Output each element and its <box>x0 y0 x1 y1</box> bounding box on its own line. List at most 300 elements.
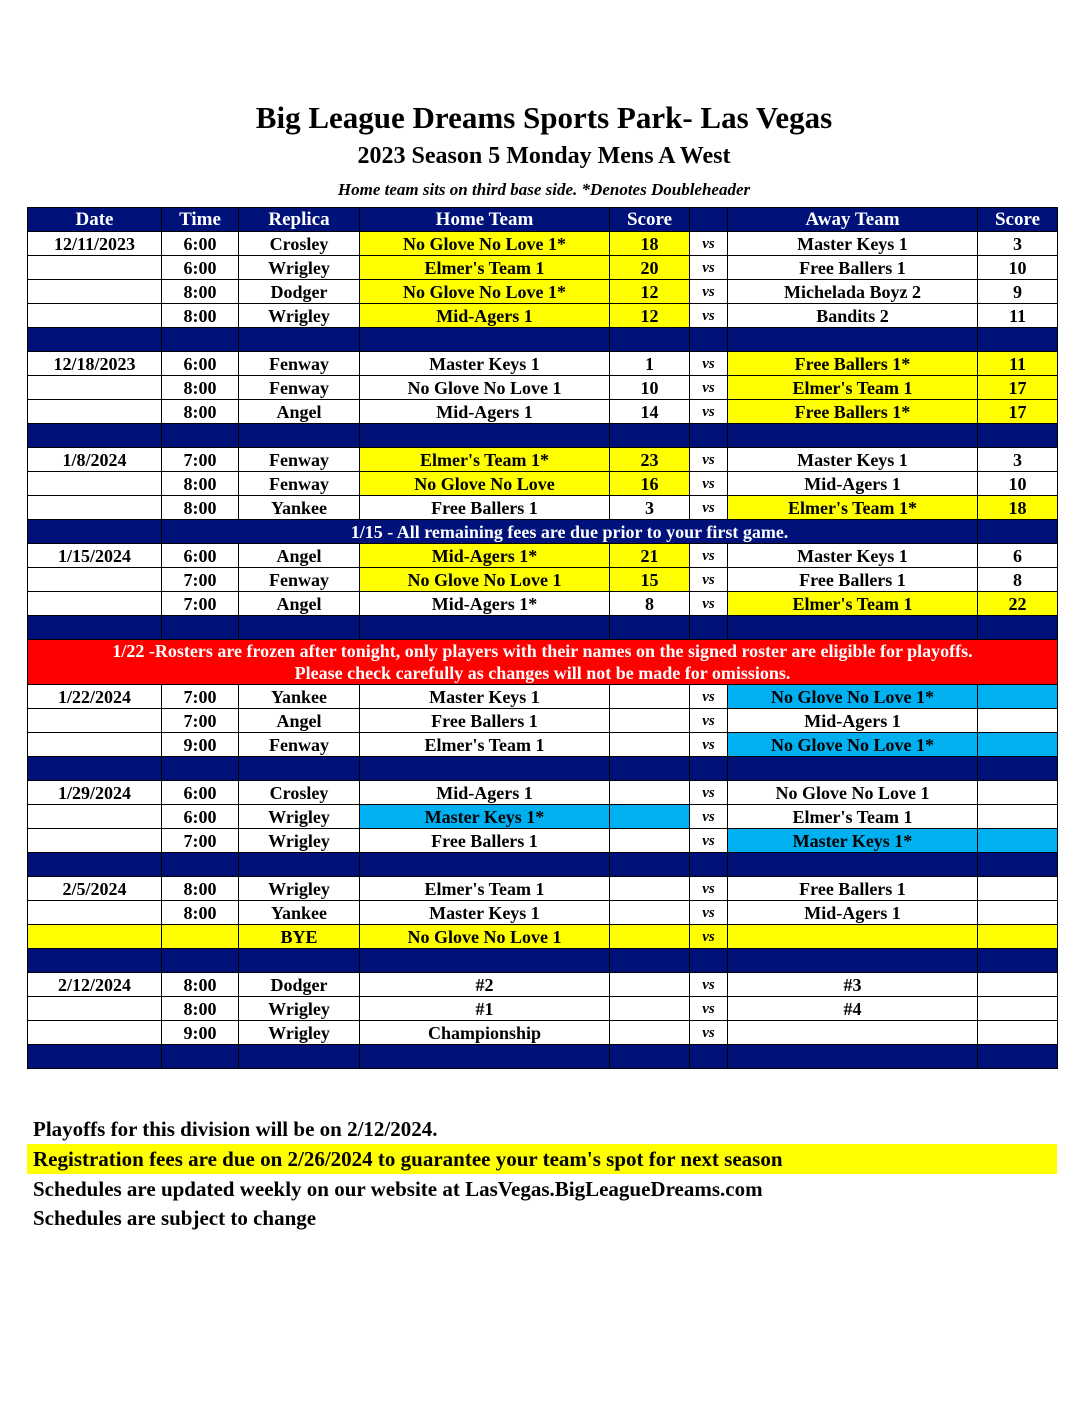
separator-row <box>28 757 1058 781</box>
vs-label: vs <box>690 733 728 757</box>
schedule-note: Home team sits on third base side. *Denotes Doubleheader <box>337 180 751 199</box>
separator-row <box>28 424 1058 448</box>
game-replica: Fenway <box>239 568 360 592</box>
vs-label: vs <box>690 304 728 328</box>
separator-cell <box>360 1045 610 1069</box>
col-home-score: Score <box>610 208 690 232</box>
game-row <box>28 592 1058 616</box>
separator-cell <box>610 1045 690 1069</box>
separator-cell <box>610 424 690 448</box>
vs-label: vs <box>690 232 728 256</box>
game-time: 7:00 <box>162 685 239 709</box>
game-row <box>28 829 1058 853</box>
vs-label: vs <box>690 925 728 949</box>
game-replica: Wrigley <box>239 256 360 280</box>
game-time: 8:00 <box>162 472 239 496</box>
game-date: 1/29/2024 <box>28 781 162 805</box>
away-score <box>978 829 1058 853</box>
away-score <box>978 901 1058 925</box>
separator-cell <box>610 616 690 640</box>
away-team: Elmer's Team 1 <box>728 376 978 400</box>
home-team: Elmer's Team 1 <box>360 256 610 280</box>
footer-playoffs: Playoffs for this division will be on 2/12/2024. <box>33 1117 438 1141</box>
away-score <box>978 805 1058 829</box>
away-score <box>978 973 1058 997</box>
game-time: 8:00 <box>162 496 239 520</box>
away-team: Michelada Boyz 2 <box>728 280 978 304</box>
separator-cell <box>360 424 610 448</box>
game-time: 6:00 <box>162 256 239 280</box>
vs-label: vs <box>690 901 728 925</box>
home-team: Mid-Agers 1 <box>360 304 610 328</box>
away-team: Elmer's Team 1* <box>728 496 978 520</box>
separator-cell <box>239 616 360 640</box>
footer-disclaimer: Schedules are subject to change <box>33 1206 317 1230</box>
separator-cell <box>28 949 162 973</box>
game-date <box>28 829 162 853</box>
bye-row <box>28 925 1058 949</box>
vs-label: vs <box>690 973 728 997</box>
game-time <box>162 925 239 949</box>
vs-label: vs <box>690 376 728 400</box>
away-score: 8 <box>978 568 1058 592</box>
away-score: 17 <box>978 400 1058 424</box>
game-row <box>28 805 1058 829</box>
away-team: Free Ballers 1 <box>728 877 978 901</box>
game-replica: Yankee <box>239 496 360 520</box>
col-home-team: Home Team <box>360 208 610 232</box>
separator-row <box>28 949 1058 973</box>
separator-cell <box>162 328 239 352</box>
game-row <box>28 256 1058 280</box>
home-team: Mid-Agers 1 <box>360 781 610 805</box>
game-date: 1/22/2024 <box>28 685 162 709</box>
game-row <box>28 973 1058 997</box>
separator-cell <box>690 616 728 640</box>
game-date <box>28 304 162 328</box>
game-row <box>28 376 1058 400</box>
game-replica: Yankee <box>239 685 360 709</box>
game-time: 7:00 <box>162 592 239 616</box>
game-row <box>28 448 1058 472</box>
away-team: Free Ballers 1* <box>728 400 978 424</box>
home-score: 1 <box>610 352 690 376</box>
away-score: 11 <box>978 352 1058 376</box>
game-row <box>28 901 1058 925</box>
home-team: Master Keys 1* <box>360 805 610 829</box>
vs-label: vs <box>690 685 728 709</box>
game-row <box>28 877 1058 901</box>
home-score: 21 <box>610 544 690 568</box>
away-score <box>978 997 1058 1021</box>
vs-label: vs <box>690 544 728 568</box>
game-time: 8:00 <box>162 376 239 400</box>
home-score <box>610 829 690 853</box>
game-replica: Wrigley <box>239 805 360 829</box>
home-score: 12 <box>610 304 690 328</box>
separator-cell <box>239 949 360 973</box>
vs-label: vs <box>690 568 728 592</box>
separator-cell <box>28 1045 162 1069</box>
separator-cell <box>162 424 239 448</box>
separator-cell <box>690 1045 728 1069</box>
game-date <box>28 496 162 520</box>
vs-label: vs <box>690 805 728 829</box>
away-team: Bandits 2 <box>728 304 978 328</box>
game-row <box>28 304 1058 328</box>
game-date <box>28 901 162 925</box>
home-team: No Glove No Love 1 <box>360 376 610 400</box>
home-team: No Glove No Love 1* <box>360 280 610 304</box>
game-date: 1/8/2024 <box>28 448 162 472</box>
game-time: 7:00 <box>162 568 239 592</box>
home-team: Championship <box>360 1021 610 1045</box>
separator-cell <box>610 328 690 352</box>
away-score: 6 <box>978 544 1058 568</box>
separator-cell <box>239 757 360 781</box>
separator-cell <box>690 757 728 781</box>
separator-cell <box>239 424 360 448</box>
game-row <box>28 496 1058 520</box>
separator-row <box>28 328 1058 352</box>
game-replica: Dodger <box>239 973 360 997</box>
game-replica: Yankee <box>239 901 360 925</box>
home-team: #2 <box>360 973 610 997</box>
game-replica: BYE <box>239 925 360 949</box>
home-score: 3 <box>610 496 690 520</box>
game-date <box>28 568 162 592</box>
home-score <box>610 877 690 901</box>
vs-label: vs <box>690 472 728 496</box>
vs-label: vs <box>690 448 728 472</box>
away-team: Elmer's Team 1 <box>728 592 978 616</box>
home-score: 16 <box>610 472 690 496</box>
page-subtitle: 2023 Season 5 Monday Mens A West <box>357 143 731 169</box>
footer-registration: Registration fees are due on 2/26/2024 to guarantee your team's spot for next season <box>27 1144 1057 1174</box>
game-row <box>28 733 1058 757</box>
footer-website: Schedules are updated weekly on our website at LasVegas.BigLeagueDreams.com <box>33 1177 763 1201</box>
away-team: Mid-Agers 1 <box>728 901 978 925</box>
separator-cell <box>978 424 1058 448</box>
col-away-score: Score <box>978 208 1058 232</box>
game-replica: Fenway <box>239 733 360 757</box>
away-score: 10 <box>978 472 1058 496</box>
game-row <box>28 685 1058 709</box>
game-replica: Fenway <box>239 448 360 472</box>
home-team: Mid-Agers 1 <box>360 400 610 424</box>
game-time: 9:00 <box>162 733 239 757</box>
roster-alert-line2: Please check carefully as changes will not be made for omissions. <box>294 663 791 683</box>
home-team: #1 <box>360 997 610 1021</box>
home-score <box>610 733 690 757</box>
col-replica: Replica <box>239 208 360 232</box>
home-score <box>610 997 690 1021</box>
separator-cell <box>978 1045 1058 1069</box>
home-score <box>610 685 690 709</box>
game-date <box>28 376 162 400</box>
away-score <box>978 685 1058 709</box>
game-row <box>28 232 1058 256</box>
home-team: Elmer's Team 1 <box>360 733 610 757</box>
separator-cell <box>360 853 610 877</box>
away-score <box>978 925 1058 949</box>
vs-label: vs <box>690 829 728 853</box>
home-score: 14 <box>610 400 690 424</box>
vs-label: vs <box>690 280 728 304</box>
home-team: Elmer's Team 1* <box>360 448 610 472</box>
game-row <box>28 472 1058 496</box>
page-title: Big League Dreams Sports Park- Las Vegas <box>255 100 833 135</box>
home-team: Elmer's Team 1 <box>360 877 610 901</box>
game-date <box>28 592 162 616</box>
separator-cell <box>978 616 1058 640</box>
home-score <box>610 709 690 733</box>
away-score: 3 <box>978 232 1058 256</box>
game-date <box>28 733 162 757</box>
game-time: 6:00 <box>162 781 239 805</box>
vs-label: vs <box>690 592 728 616</box>
game-time: 7:00 <box>162 448 239 472</box>
game-date: 2/5/2024 <box>28 877 162 901</box>
vs-label: vs <box>690 256 728 280</box>
separator-cell <box>610 949 690 973</box>
separator-row <box>28 853 1058 877</box>
game-time: 8:00 <box>162 400 239 424</box>
separator-cell <box>360 616 610 640</box>
game-date <box>28 280 162 304</box>
home-team: Free Ballers 1 <box>360 709 610 733</box>
separator-cell <box>239 328 360 352</box>
col-time: Time <box>162 208 239 232</box>
game-time: 6:00 <box>162 352 239 376</box>
game-row <box>28 1021 1058 1045</box>
away-team: Master Keys 1 <box>728 232 978 256</box>
game-replica: Angel <box>239 709 360 733</box>
vs-label: vs <box>690 1021 728 1045</box>
away-team: Master Keys 1 <box>728 448 978 472</box>
away-score <box>978 733 1058 757</box>
away-score <box>978 877 1058 901</box>
game-time: 8:00 <box>162 304 239 328</box>
game-date <box>28 805 162 829</box>
game-row <box>28 544 1058 568</box>
away-score: 11 <box>978 304 1058 328</box>
away-score <box>978 1021 1058 1045</box>
home-team: Mid-Agers 1* <box>360 544 610 568</box>
separator-cell <box>28 424 162 448</box>
game-replica: Angel <box>239 544 360 568</box>
vs-label: vs <box>690 781 728 805</box>
away-team: Elmer's Team 1 <box>728 805 978 829</box>
game-date <box>28 925 162 949</box>
vs-label: vs <box>690 400 728 424</box>
separator-cell <box>690 949 728 973</box>
game-row <box>28 352 1058 376</box>
separator-cell <box>239 853 360 877</box>
game-replica: Dodger <box>239 280 360 304</box>
game-time: 8:00 <box>162 877 239 901</box>
vs-label: vs <box>690 709 728 733</box>
home-score <box>610 901 690 925</box>
away-score <box>978 781 1058 805</box>
game-time: 7:00 <box>162 829 239 853</box>
away-team: Master Keys 1* <box>728 829 978 853</box>
game-time: 7:00 <box>162 709 239 733</box>
separator-cell <box>728 328 978 352</box>
col-vs <box>690 208 728 232</box>
away-score: 17 <box>978 376 1058 400</box>
home-team: No Glove No Love 1* <box>360 232 610 256</box>
away-score: 18 <box>978 496 1058 520</box>
game-date: 2/12/2024 <box>28 973 162 997</box>
separator-cell <box>728 1045 978 1069</box>
home-team: No Glove No Love 1 <box>360 925 610 949</box>
col-date: Date <box>28 208 162 232</box>
game-time: 6:00 <box>162 232 239 256</box>
away-score: 22 <box>978 592 1058 616</box>
away-team: Free Ballers 1 <box>728 256 978 280</box>
home-score: 18 <box>610 232 690 256</box>
away-team <box>728 1021 978 1045</box>
home-team: Mid-Agers 1* <box>360 592 610 616</box>
home-score <box>610 973 690 997</box>
home-score <box>610 925 690 949</box>
game-row <box>28 568 1058 592</box>
game-replica: Crosley <box>239 781 360 805</box>
home-team: Free Ballers 1 <box>360 829 610 853</box>
separator-cell <box>978 853 1058 877</box>
roster-alert-line1: 1/22 -Rosters are frozen after tonight, only players with their names on the signed roster are eligible for playoffs. <box>112 641 973 661</box>
game-date: 1/15/2024 <box>28 544 162 568</box>
notice-row <box>28 520 1058 544</box>
home-team: Master Keys 1 <box>360 352 610 376</box>
vs-label: vs <box>690 877 728 901</box>
away-score: 10 <box>978 256 1058 280</box>
roster-alert <box>28 640 1058 685</box>
home-team: Free Ballers 1 <box>360 496 610 520</box>
game-time: 6:00 <box>162 544 239 568</box>
separator-cell <box>28 853 162 877</box>
game-replica: Fenway <box>239 472 360 496</box>
home-score <box>610 805 690 829</box>
away-team: No Glove No Love 1 <box>728 781 978 805</box>
separator-cell <box>690 424 728 448</box>
vs-label: vs <box>690 352 728 376</box>
away-team: No Glove No Love 1* <box>728 685 978 709</box>
schedule-table <box>27 207 1058 1069</box>
notice-text: 1/15 - All remaining fees are due prior to your first game. <box>162 520 978 544</box>
game-replica: Fenway <box>239 352 360 376</box>
separator-cell <box>978 328 1058 352</box>
game-date: 12/11/2023 <box>28 232 162 256</box>
home-team: No Glove No Love 1 <box>360 568 610 592</box>
separator-cell <box>162 853 239 877</box>
game-row <box>28 400 1058 424</box>
separator-cell <box>610 757 690 781</box>
game-row <box>28 781 1058 805</box>
separator-cell <box>28 328 162 352</box>
game-row <box>28 709 1058 733</box>
separator-cell <box>162 616 239 640</box>
home-score: 10 <box>610 376 690 400</box>
away-team: Mid-Agers 1 <box>728 709 978 733</box>
notice-spacer-cell <box>978 520 1058 544</box>
away-score <box>978 709 1058 733</box>
separator-cell <box>162 1045 239 1069</box>
away-team: Mid-Agers 1 <box>728 472 978 496</box>
home-score: 20 <box>610 256 690 280</box>
away-team: #4 <box>728 997 978 1021</box>
notice-spacer-cell <box>28 520 162 544</box>
separator-cell <box>728 616 978 640</box>
game-replica: Crosley <box>239 232 360 256</box>
game-date <box>28 256 162 280</box>
vs-label: vs <box>690 496 728 520</box>
separator-cell <box>239 1045 360 1069</box>
away-team: Free Ballers 1 <box>728 568 978 592</box>
separator-cell <box>728 424 978 448</box>
away-score: 9 <box>978 280 1058 304</box>
separator-cell <box>728 949 978 973</box>
separator-row <box>28 616 1058 640</box>
separator-cell <box>728 757 978 781</box>
away-team <box>728 925 978 949</box>
home-score: 12 <box>610 280 690 304</box>
game-replica: Wrigley <box>239 829 360 853</box>
game-replica: Fenway <box>239 376 360 400</box>
vs-label: vs <box>690 997 728 1021</box>
separator-cell <box>978 949 1058 973</box>
home-score <box>610 1021 690 1045</box>
roster-alert-row <box>28 640 1058 685</box>
game-replica: Wrigley <box>239 1021 360 1045</box>
game-time: 8:00 <box>162 973 239 997</box>
separator-cell <box>162 757 239 781</box>
separator-cell <box>360 757 610 781</box>
home-score <box>610 781 690 805</box>
separator-cell <box>28 616 162 640</box>
home-score: 15 <box>610 568 690 592</box>
game-replica: Wrigley <box>239 997 360 1021</box>
game-date <box>28 400 162 424</box>
separator-cell <box>610 853 690 877</box>
game-date: 12/18/2023 <box>28 352 162 376</box>
game-time: 8:00 <box>162 280 239 304</box>
separator-row <box>28 1045 1058 1069</box>
game-time: 8:00 <box>162 997 239 1021</box>
away-score: 3 <box>978 448 1058 472</box>
home-score: 8 <box>610 592 690 616</box>
game-row <box>28 997 1058 1021</box>
game-date <box>28 997 162 1021</box>
game-date <box>28 472 162 496</box>
game-time: 6:00 <box>162 805 239 829</box>
game-replica: Angel <box>239 400 360 424</box>
game-date <box>28 709 162 733</box>
away-team: Free Ballers 1* <box>728 352 978 376</box>
separator-cell <box>690 853 728 877</box>
col-away-team: Away Team <box>728 208 978 232</box>
game-date <box>28 1021 162 1045</box>
separator-cell <box>28 757 162 781</box>
header-row <box>28 208 1058 232</box>
home-team: Master Keys 1 <box>360 685 610 709</box>
separator-cell <box>728 853 978 877</box>
away-team: No Glove No Love 1* <box>728 733 978 757</box>
game-replica: Wrigley <box>239 877 360 901</box>
home-score: 23 <box>610 448 690 472</box>
separator-cell <box>360 328 610 352</box>
